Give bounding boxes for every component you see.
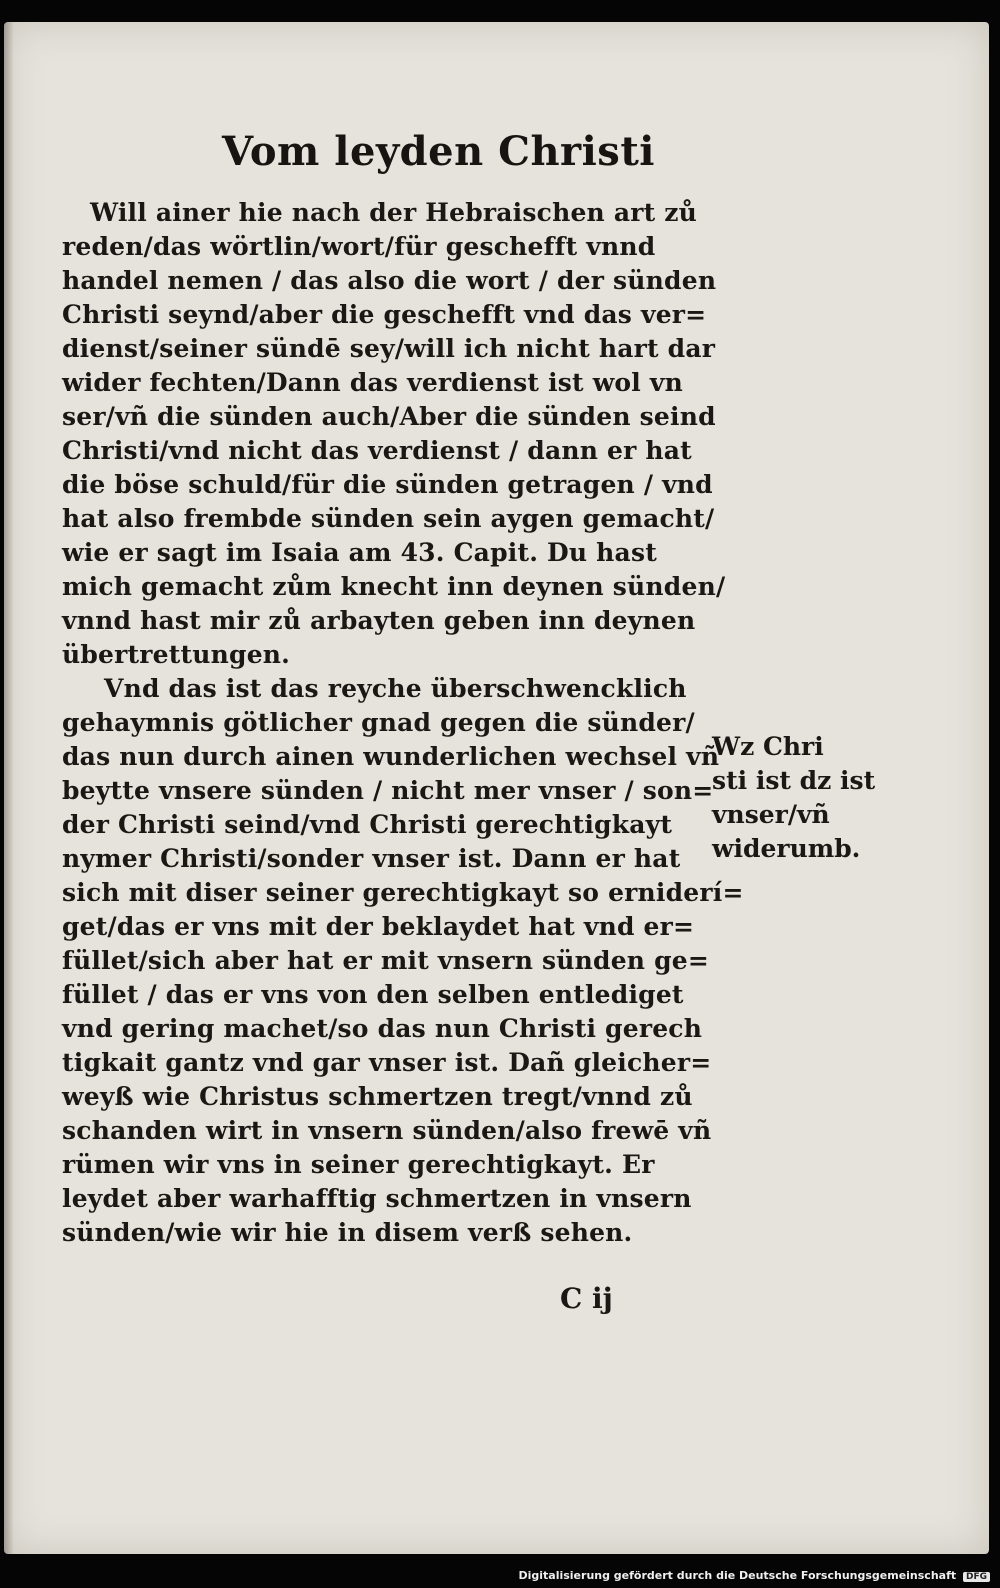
text-line: Vnd das ist das reyche überschwencklich xyxy=(104,674,687,703)
text-line: füllet / das er vns von den selben entlediget xyxy=(62,980,684,1009)
text-line: hat also frembde sünden sein aygen gemacht/ xyxy=(62,504,715,533)
text-line: sich mit diser seiner gerechtigkayt so erniderí= xyxy=(62,878,744,907)
digitization-footer xyxy=(518,1569,990,1582)
text-line: tigkait gantz vnd gar vnser ist. Dañ gleicher= xyxy=(62,1048,712,1077)
text-line: schanden wirt in vnsern sünden/also frewē vñ xyxy=(62,1116,712,1145)
text-line: nymer Christi/sonder vnser ist. Dann er hat xyxy=(62,844,681,873)
text-line: vnnd hast mir zů arbayten geben inn deynen xyxy=(62,606,696,635)
text-line: leydet aber warhafftig schmertzen in vnsern xyxy=(62,1184,692,1213)
margin-note-line: vnser/vñ xyxy=(712,800,830,829)
text-line: weyß wie Christus schmertzen tregt/vnnd zů xyxy=(62,1082,693,1111)
text-line: das nun durch ainen wunderlichen wechsel vñ xyxy=(62,742,720,771)
text-line: der Christi seind/vnd Christi gerechtigkayt xyxy=(62,810,673,839)
footer-text: Digitalisierung gefördert durch die Deutsche Forschungsgemeinschaft xyxy=(518,1569,957,1582)
text-line: get/das er vns mit der beklaydet hat vnd er= xyxy=(62,912,695,941)
running-head: Vom leyden Christi xyxy=(222,128,655,175)
text-line: vnd gering machet/so das nun Christi gerech xyxy=(62,1014,703,1043)
text-line: rümen wir vns in seiner gerechtigkayt. Er xyxy=(62,1150,655,1179)
gutter-shadow xyxy=(4,22,14,1554)
body-text xyxy=(62,196,744,1250)
text-line: Christi seynd/aber die geschefft vnd das ver= xyxy=(62,300,707,329)
text-line: die böse schuld/für die sünden getragen / vnd xyxy=(62,470,713,499)
text-line: wie er sagt im Isaia am 43. Capit. Du hast xyxy=(62,538,657,567)
text-line: übertrettungen. xyxy=(62,640,291,669)
margin-note xyxy=(712,730,876,866)
text-line: reden/das wörtlin/wort/für geschefft vnnd xyxy=(62,232,656,261)
margin-note-line: sti ist dz ist xyxy=(712,766,876,795)
text-line: beytte vnsere sünden / nicht mer vnser / son= xyxy=(62,776,714,805)
text-line: füllet/sich aber hat er mit vnsern sünden ge= xyxy=(62,946,710,975)
text-line: Christi/vnd nicht das verdienst / dann er hat xyxy=(62,436,692,465)
margin-note-line: widerumb. xyxy=(712,834,861,863)
text-line: Will ainer hie nach der Hebraischen art zů xyxy=(90,198,698,227)
text-line: ser/vñ die sünden auch/Aber die sünden seind xyxy=(62,402,716,431)
dfg-logo: DFG xyxy=(963,1572,990,1582)
text-line: gehaymnis götlicher gnad gegen die sünder/ xyxy=(62,708,695,737)
text-line: mich gemacht zům knecht inn deynen sünden/ xyxy=(62,572,726,601)
text-line: sünden/wie wir hie in disem verß sehen. xyxy=(62,1218,633,1247)
text-line: handel nemen / das also die wort / der sünden xyxy=(62,266,717,295)
margin-note-line: Wz Chri xyxy=(712,732,824,761)
text-line: wider fechten/Dann das verdienst ist wol vn xyxy=(62,368,684,397)
signature-mark: C ij xyxy=(560,1282,613,1315)
text-line: dienst/seiner sündē sey/will ich nicht hart dar xyxy=(62,334,716,363)
